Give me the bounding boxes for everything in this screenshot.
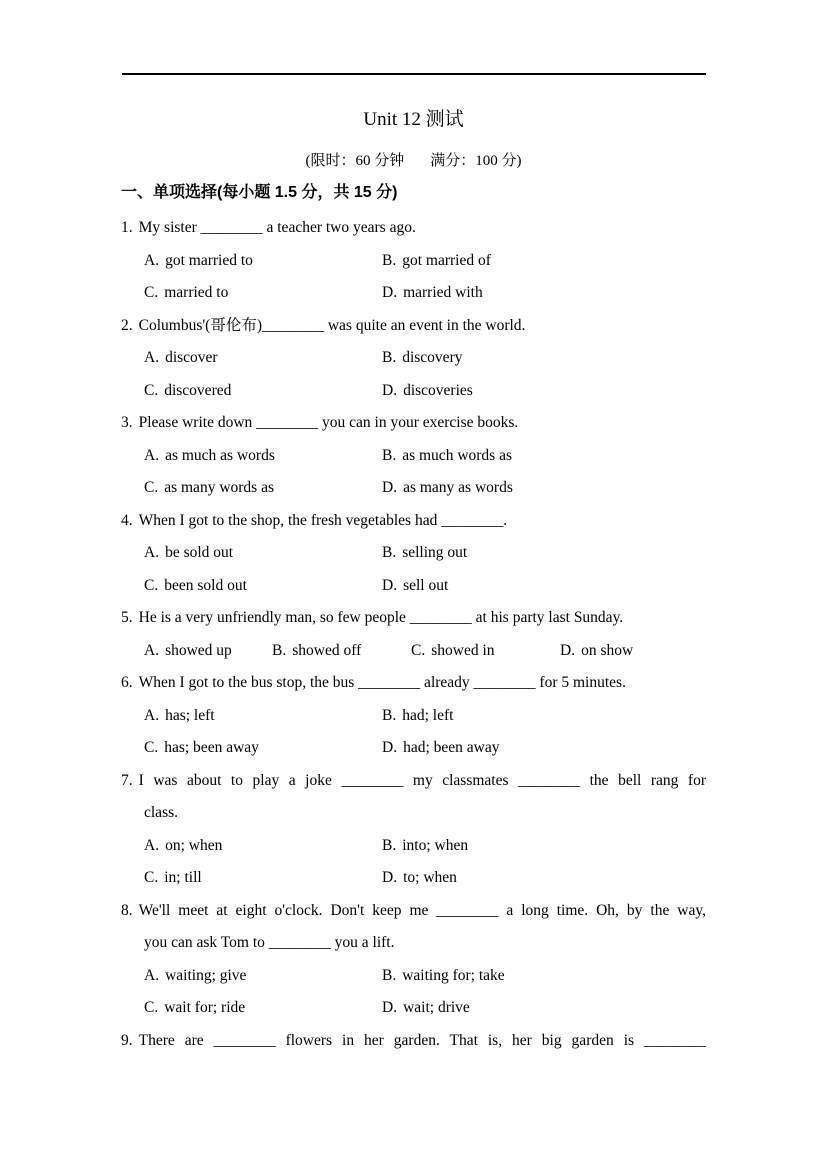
option-c xyxy=(144,732,382,765)
question-stem-line xyxy=(121,765,706,798)
question-text: Columbus'(哥伦布)________ was quite an event in the world. xyxy=(138,316,526,334)
option-label: A. xyxy=(144,349,160,366)
option-a xyxy=(144,342,382,375)
option-d xyxy=(382,992,706,1025)
option-text: as many as words xyxy=(403,479,513,496)
question-stem-line: you can ask Tom to ________ you a lift. xyxy=(144,934,395,951)
option-text: into; when xyxy=(402,836,469,854)
option-text: as many words as xyxy=(164,479,274,496)
option-text: got married to xyxy=(165,251,253,269)
option-label: C. xyxy=(144,869,159,886)
option-d xyxy=(382,732,706,765)
option-a xyxy=(144,537,382,570)
option-label: D. xyxy=(560,641,576,659)
question-text: I was about to play a joke ________ my classmates ________ the bell rang for xyxy=(138,771,706,789)
question-options xyxy=(121,537,706,602)
question-text: My sister ________ a teacher two years ago. xyxy=(138,219,416,236)
option-b xyxy=(272,635,411,668)
question xyxy=(121,1025,706,1058)
option-c xyxy=(144,862,382,895)
option-label: D. xyxy=(382,576,398,594)
question-number: 1. xyxy=(121,219,133,236)
option-d xyxy=(382,472,706,505)
option-text: had; left xyxy=(402,706,454,724)
option-text: sell out xyxy=(403,576,449,594)
option-text: on; when xyxy=(165,836,223,854)
option-b xyxy=(382,440,706,473)
question-text: When I got to the bus stop, the bus ________ already ________ for 5 minutes. xyxy=(138,674,626,691)
question-options xyxy=(121,342,706,407)
option-label: C. xyxy=(144,576,159,594)
option-label: B. xyxy=(382,836,397,854)
option-label: A. xyxy=(144,706,160,724)
question-stem-line xyxy=(121,602,706,635)
option-c xyxy=(144,277,382,310)
option-c xyxy=(144,472,382,505)
question-text: When I got to the shop, the fresh vegetables had ________. xyxy=(138,511,508,529)
option-label: A. xyxy=(144,544,160,561)
option-label: C. xyxy=(144,479,159,496)
question-options xyxy=(121,245,706,310)
option-text: has; been away xyxy=(164,739,259,756)
question-options xyxy=(121,635,706,668)
option-label: D. xyxy=(382,381,398,399)
option-b xyxy=(382,960,706,993)
option-text: has; left xyxy=(165,706,215,724)
question-number: 5. xyxy=(121,609,133,626)
option-text: discover xyxy=(165,349,218,366)
option-label: B. xyxy=(382,966,397,984)
option-label: B. xyxy=(382,349,397,366)
option-text: waiting for; take xyxy=(402,966,505,984)
option-label: A. xyxy=(144,446,160,464)
option-text: showed off xyxy=(292,641,362,659)
option-label: D. xyxy=(382,999,398,1016)
option-text: selling out xyxy=(402,544,468,561)
question-stem-line xyxy=(121,407,706,440)
option-text: married to xyxy=(164,284,229,301)
question-number: 7. xyxy=(121,771,133,789)
option-text: wait for; ride xyxy=(164,999,246,1016)
option-a xyxy=(144,440,382,473)
question xyxy=(121,667,706,765)
option-label: C. xyxy=(144,381,159,399)
question-stem-line xyxy=(121,310,706,343)
option-a xyxy=(144,635,272,668)
option-text: got married of xyxy=(402,251,491,269)
doc-subtitle xyxy=(0,151,827,171)
option-d xyxy=(560,635,706,668)
option-text: discovery xyxy=(402,349,463,366)
question-stem-line xyxy=(121,1025,706,1058)
option-text: as much as words xyxy=(165,446,275,464)
option-label: C. xyxy=(411,641,426,659)
option-text: wait; drive xyxy=(403,999,470,1016)
option-text: to; when xyxy=(403,869,457,886)
question-number: 8. xyxy=(121,901,133,919)
option-label: B. xyxy=(382,706,397,724)
question-options xyxy=(121,960,706,1025)
option-c xyxy=(411,635,560,668)
option-d xyxy=(382,570,706,603)
option-b xyxy=(382,342,706,375)
option-b xyxy=(382,245,706,278)
question xyxy=(121,407,706,505)
question xyxy=(121,895,706,1025)
option-b xyxy=(382,700,706,733)
question-stem-line xyxy=(121,505,706,538)
question xyxy=(121,602,706,667)
question-options xyxy=(121,440,706,505)
question-stem-line xyxy=(121,895,706,928)
option-a xyxy=(144,830,382,863)
option-label: A. xyxy=(144,641,160,659)
time-limit-label: (限时：60 分钟 xyxy=(305,153,405,169)
option-d xyxy=(382,862,706,895)
option-a xyxy=(144,245,382,278)
option-text: as much words as xyxy=(402,446,512,464)
option-a xyxy=(144,960,382,993)
option-label: B. xyxy=(382,251,397,269)
questions-list xyxy=(121,212,706,1057)
option-label: C. xyxy=(144,284,159,301)
option-label: D. xyxy=(382,739,398,756)
option-label: B. xyxy=(382,446,397,464)
option-label: D. xyxy=(382,284,398,301)
question-number: 3. xyxy=(121,414,133,431)
option-c xyxy=(144,570,382,603)
question xyxy=(121,310,706,408)
option-text: on show xyxy=(581,641,634,659)
full-score-label: 满分：100 分) xyxy=(430,153,522,169)
option-d xyxy=(382,277,706,310)
question-number: 2. xyxy=(121,316,133,334)
option-label: D. xyxy=(382,869,398,886)
option-label: C. xyxy=(144,999,159,1016)
question-stem-line xyxy=(121,667,706,700)
option-text: showed up xyxy=(165,641,232,659)
question-options xyxy=(121,700,706,765)
option-text: showed in xyxy=(431,641,495,659)
question-number: 9. xyxy=(121,1031,133,1049)
option-text: discoveries xyxy=(403,381,473,399)
option-label: C. xyxy=(144,739,159,756)
question xyxy=(121,505,706,603)
header-rule xyxy=(122,73,706,75)
option-label: D. xyxy=(382,479,398,496)
option-text: had; been away xyxy=(403,739,500,756)
question-stem-line xyxy=(121,212,706,245)
section-heading: 一、单项选择(每小题 1.5 分，共 15 分) xyxy=(121,184,398,201)
option-c xyxy=(144,992,382,1025)
option-b xyxy=(382,537,706,570)
question-stem-line: class. xyxy=(144,804,179,821)
question-text: Please write down ________ you can in your exercise books. xyxy=(138,414,519,431)
option-label: B. xyxy=(272,641,287,659)
option-d xyxy=(382,375,706,408)
option-c xyxy=(144,375,382,408)
option-label: B. xyxy=(382,544,397,561)
option-label: A. xyxy=(144,966,160,984)
question-text: He is a very unfriendly man, so few people ________ at his party last Sunday. xyxy=(138,609,624,626)
option-text: waiting; give xyxy=(165,966,247,984)
doc-title: Unit 12 测试 xyxy=(363,109,464,130)
option-text: be sold out xyxy=(165,544,234,561)
question xyxy=(121,212,706,310)
option-b xyxy=(382,830,706,863)
question-text: We'll meet at eight o'clock. Don't keep me ________ a long time. Oh, by the way, xyxy=(138,901,706,919)
option-text: discovered xyxy=(164,381,232,399)
question-number: 6. xyxy=(121,674,133,691)
option-text: married with xyxy=(403,284,483,301)
question xyxy=(121,765,706,895)
option-label: A. xyxy=(144,836,160,854)
option-text: in; till xyxy=(164,869,202,886)
question-text: There are ________ flowers in her garden. That is, her big garden is ________ xyxy=(138,1031,706,1049)
question-options xyxy=(121,830,706,895)
option-label: A. xyxy=(144,251,160,269)
option-text: been sold out xyxy=(164,576,247,594)
question-number: 4. xyxy=(121,511,133,529)
option-a xyxy=(144,700,382,733)
